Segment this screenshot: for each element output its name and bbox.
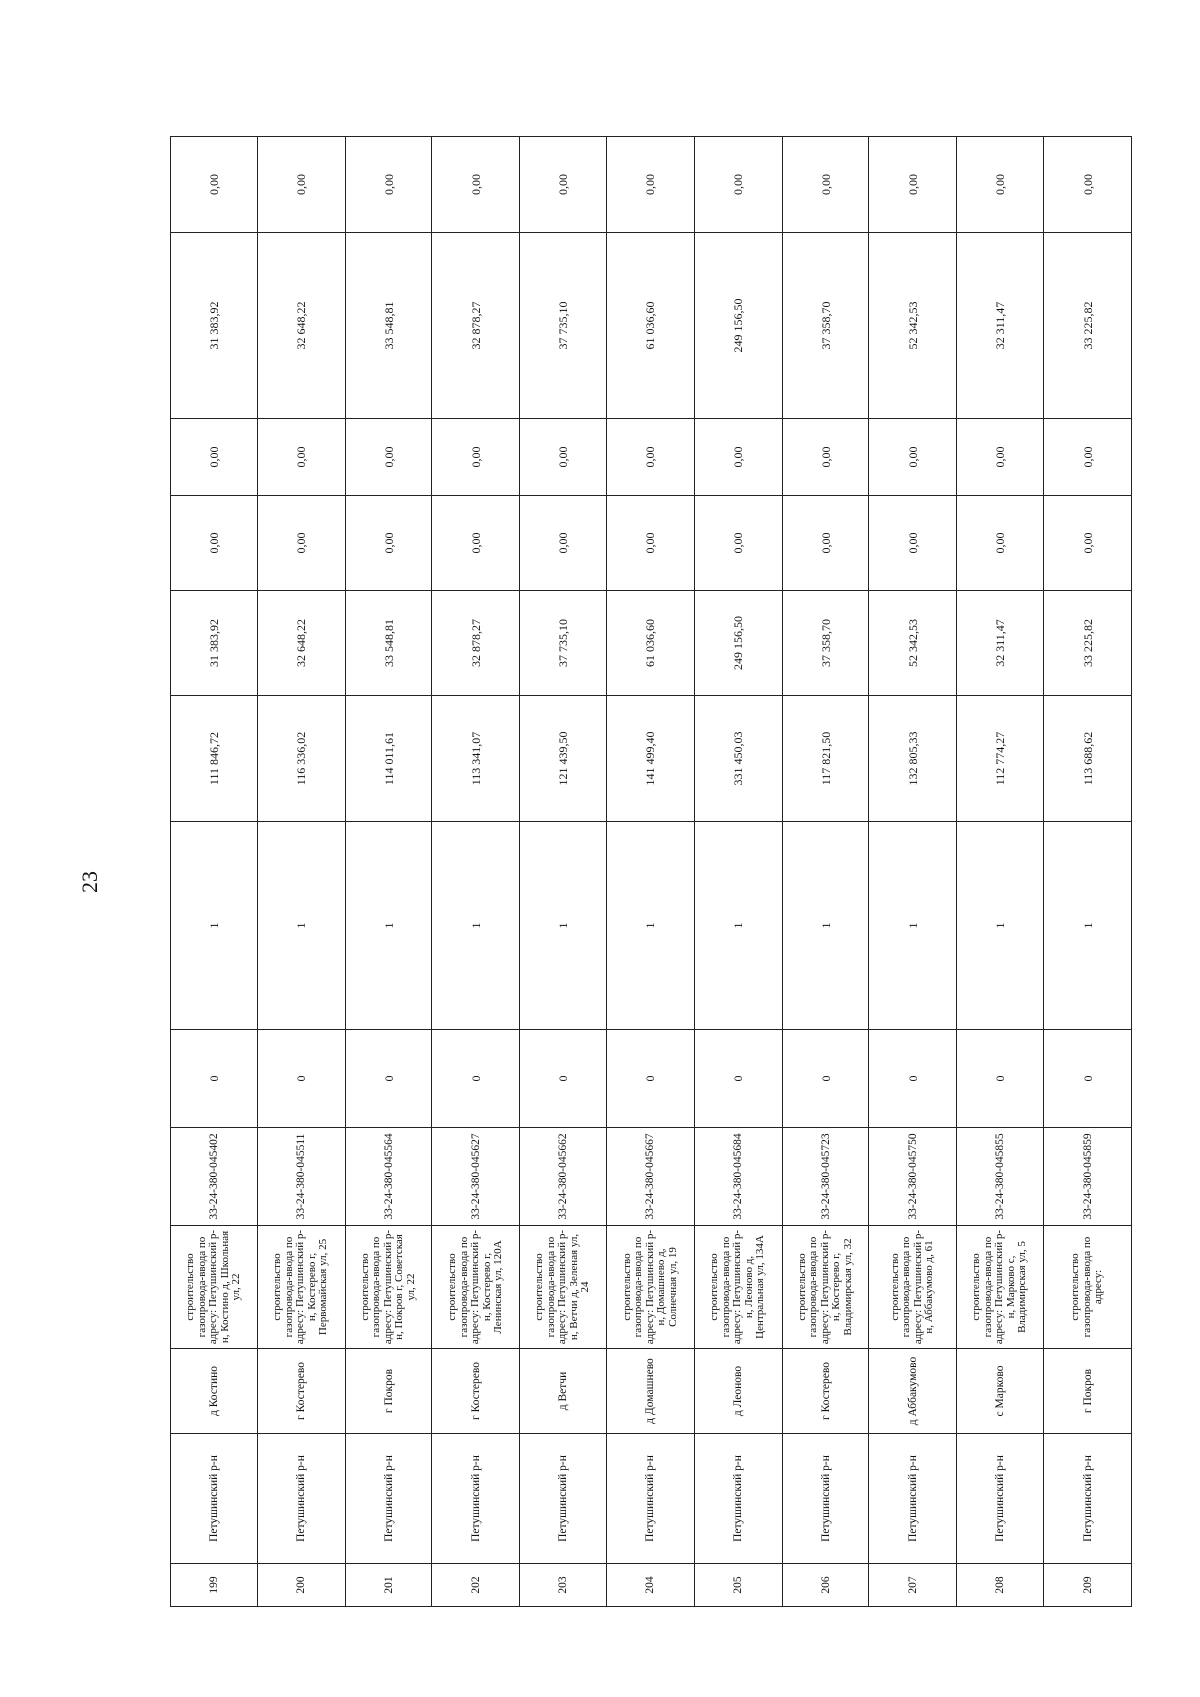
cadastral-code-cell: 33-24-380-045723 bbox=[782, 1128, 869, 1226]
row-number: 205 bbox=[694, 1564, 782, 1607]
description-cell: строительство газопровода-ввода по адресу: bbox=[1044, 1226, 1132, 1349]
table-row bbox=[694, 137, 782, 1607]
row-number: 201 bbox=[345, 1564, 432, 1607]
row-number: 207 bbox=[869, 1564, 957, 1607]
col7-count-cell: 1 bbox=[957, 822, 1044, 1030]
col6-value-cell: 0 bbox=[345, 1030, 432, 1128]
row-number: 203 bbox=[520, 1564, 607, 1607]
col13-amount-cell: 0,00 bbox=[171, 137, 258, 233]
col9-amount-cell: 31 383,92 bbox=[171, 591, 258, 696]
col6-value-cell: 0 bbox=[432, 1030, 520, 1128]
col9-amount-cell: 32 648,22 bbox=[257, 591, 345, 696]
cadastral-code-cell: 33-24-380-045750 bbox=[869, 1128, 957, 1226]
col9-amount-cell: 32 878,27 bbox=[432, 591, 520, 696]
col7-count-cell: 1 bbox=[782, 822, 869, 1030]
row-number: 200 bbox=[257, 1564, 345, 1607]
col12-amount-cell: 31 383,92 bbox=[171, 233, 258, 419]
col12-amount-cell: 37 735,10 bbox=[520, 233, 607, 419]
col7-count-cell: 1 bbox=[520, 822, 607, 1030]
col10-amount-cell: 0,00 bbox=[607, 496, 695, 591]
district-cell: Петушинский р-н bbox=[520, 1434, 607, 1564]
locality-cell: с Марково bbox=[957, 1349, 1044, 1434]
col11-amount-cell: 0,00 bbox=[520, 419, 607, 496]
locality-cell: д Леоново bbox=[694, 1349, 782, 1434]
table-body bbox=[171, 137, 1132, 1607]
col6-value-cell: 0 bbox=[607, 1030, 695, 1128]
district-cell: Петушинский р-н bbox=[257, 1434, 345, 1564]
description-cell: строительство газопровода-ввода по адресу: Петушинский р-н, Марково с, Владимирская ул, 5 bbox=[957, 1226, 1044, 1349]
row-number: 208 bbox=[957, 1564, 1044, 1607]
col11-amount-cell: 0,00 bbox=[432, 419, 520, 496]
col12-amount-cell: 37 358,70 bbox=[782, 233, 869, 419]
col12-amount-cell: 33 548,81 bbox=[345, 233, 432, 419]
col8-amount-cell: 111 846,72 bbox=[171, 696, 258, 822]
row-number: 206 bbox=[782, 1564, 869, 1607]
col8-amount-cell: 141 499,40 bbox=[607, 696, 695, 822]
district-cell: Петушинский р-н bbox=[171, 1434, 258, 1564]
table-row bbox=[957, 137, 1044, 1607]
col6-value-cell: 0 bbox=[171, 1030, 258, 1128]
col13-amount-cell: 0,00 bbox=[869, 137, 957, 233]
table-row bbox=[345, 137, 432, 1607]
col7-count-cell: 1 bbox=[869, 822, 957, 1030]
locality-cell: д Костино bbox=[171, 1349, 258, 1434]
col10-amount-cell: 0,00 bbox=[782, 496, 869, 591]
col8-amount-cell: 113 341,07 bbox=[432, 696, 520, 822]
col11-amount-cell: 0,00 bbox=[869, 419, 957, 496]
col7-count-cell: 1 bbox=[1044, 822, 1132, 1030]
cadastral-code-cell: 33-24-380-045564 bbox=[345, 1128, 432, 1226]
description-cell: строительство газопровода-ввода по адресу: Петушинский р-н, Покров г, Советская ул, 22 bbox=[345, 1226, 432, 1349]
col12-amount-cell: 61 036,60 bbox=[607, 233, 695, 419]
col6-value-cell: 0 bbox=[1044, 1030, 1132, 1128]
col6-value-cell: 0 bbox=[957, 1030, 1044, 1128]
district-cell: Петушинский р-н bbox=[345, 1434, 432, 1564]
col9-amount-cell: 37 735,10 bbox=[520, 591, 607, 696]
col8-amount-cell: 114 011,61 bbox=[345, 696, 432, 822]
table-row bbox=[782, 137, 869, 1607]
locality-cell: г Костерево bbox=[257, 1349, 345, 1434]
col11-amount-cell: 0,00 bbox=[957, 419, 1044, 496]
col6-value-cell: 0 bbox=[257, 1030, 345, 1128]
table-row bbox=[869, 137, 957, 1607]
description-cell: строительство газопровода-ввода по адресу: Петушинский р-н, Леоново д, Центральная ул, 134А bbox=[694, 1226, 782, 1349]
table-row bbox=[257, 137, 345, 1607]
col10-amount-cell: 0,00 bbox=[957, 496, 1044, 591]
table-container bbox=[170, 137, 1132, 1607]
district-cell: Петушинский р-н bbox=[1044, 1434, 1132, 1564]
table-row bbox=[1044, 137, 1132, 1607]
district-cell: Петушинский р-н bbox=[694, 1434, 782, 1564]
locality-cell: д Домашнево bbox=[607, 1349, 695, 1434]
locality-cell: г Покров bbox=[345, 1349, 432, 1434]
col9-amount-cell: 32 311,47 bbox=[957, 591, 1044, 696]
cadastral-code-cell: 33-24-380-045627 bbox=[432, 1128, 520, 1226]
district-cell: Петушинский р-н bbox=[782, 1434, 869, 1564]
col8-amount-cell: 132 805,33 bbox=[869, 696, 957, 822]
col10-amount-cell: 0,00 bbox=[257, 496, 345, 591]
col7-count-cell: 1 bbox=[257, 822, 345, 1030]
cadastral-code-cell: 33-24-380-045667 bbox=[607, 1128, 695, 1226]
col13-amount-cell: 0,00 bbox=[1044, 137, 1132, 233]
col12-amount-cell: 52 342,53 bbox=[869, 233, 957, 419]
cadastral-code-cell: 33-24-380-045859 bbox=[1044, 1128, 1132, 1226]
district-cell: Петушинский р-н bbox=[957, 1434, 1044, 1564]
col11-amount-cell: 0,00 bbox=[607, 419, 695, 496]
col6-value-cell: 0 bbox=[782, 1030, 869, 1128]
description-cell: строительство газопровода-ввода по адресу: Петушинский р-н, Домашнево д, Солнечная ул, 19 bbox=[607, 1226, 695, 1349]
col9-amount-cell: 37 358,70 bbox=[782, 591, 869, 696]
col11-amount-cell: 0,00 bbox=[345, 419, 432, 496]
col6-value-cell: 0 bbox=[694, 1030, 782, 1128]
locality-cell: г Костерево bbox=[782, 1349, 869, 1434]
col8-amount-cell: 121 439,50 bbox=[520, 696, 607, 822]
col6-value-cell: 0 bbox=[520, 1030, 607, 1128]
locality-cell: д Ветчи bbox=[520, 1349, 607, 1434]
col13-amount-cell: 0,00 bbox=[957, 137, 1044, 233]
col8-amount-cell: 117 821,50 bbox=[782, 696, 869, 822]
col10-amount-cell: 0,00 bbox=[694, 496, 782, 591]
page-number: 23 bbox=[77, 871, 102, 893]
locality-cell: г Костерево bbox=[432, 1349, 520, 1434]
cadastral-code-cell: 33-24-380-045402 bbox=[171, 1128, 258, 1226]
cadastral-code-cell: 33-24-380-045662 bbox=[520, 1128, 607, 1226]
col9-amount-cell: 33 225,82 bbox=[1044, 591, 1132, 696]
row-number: 199 bbox=[171, 1564, 258, 1607]
locality-cell: д Аббакумово bbox=[869, 1349, 957, 1434]
col11-amount-cell: 0,00 bbox=[782, 419, 869, 496]
col9-amount-cell: 52 342,53 bbox=[869, 591, 957, 696]
table-row bbox=[520, 137, 607, 1607]
col13-amount-cell: 0,00 bbox=[782, 137, 869, 233]
col10-amount-cell: 0,00 bbox=[520, 496, 607, 591]
description-cell: строительство газопровода-ввода по адресу: Петушинский р-н, Аббакумово д, 61 bbox=[869, 1226, 957, 1349]
col10-amount-cell: 0,00 bbox=[1044, 496, 1132, 591]
table-row bbox=[171, 137, 258, 1607]
col13-amount-cell: 0,00 bbox=[432, 137, 520, 233]
cadastral-code-cell: 33-24-380-045855 bbox=[957, 1128, 1044, 1226]
col9-amount-cell: 33 548,81 bbox=[345, 591, 432, 696]
row-number: 204 bbox=[607, 1564, 695, 1607]
col7-count-cell: 1 bbox=[171, 822, 258, 1030]
description-cell: строительство газопровода-ввода по адресу: Петушинский р-н, Костерево г, Первомайская ул, 25 bbox=[257, 1226, 345, 1349]
row-number: 209 bbox=[1044, 1564, 1132, 1607]
col13-amount-cell: 0,00 bbox=[607, 137, 695, 233]
row-number: 202 bbox=[432, 1564, 520, 1607]
col8-amount-cell: 116 336,02 bbox=[257, 696, 345, 822]
col7-count-cell: 1 bbox=[432, 822, 520, 1030]
description-cell: строительство газопровода-ввода по адресу: Петушинский р-н, Костерево г, Ленинская ул, 120А bbox=[432, 1226, 520, 1349]
col10-amount-cell: 0,00 bbox=[345, 496, 432, 591]
cadastral-code-cell: 33-24-380-045511 bbox=[257, 1128, 345, 1226]
col13-amount-cell: 0,00 bbox=[520, 137, 607, 233]
district-cell: Петушинский р-н bbox=[607, 1434, 695, 1564]
col6-value-cell: 0 bbox=[869, 1030, 957, 1128]
table-row bbox=[432, 137, 520, 1607]
locality-cell: г Покров bbox=[1044, 1349, 1132, 1434]
col12-amount-cell: 32 311,47 bbox=[957, 233, 1044, 419]
description-cell: строительство газопровода-ввода по адресу: Петушинский р-н, Ветчи д, Зеленая ул, 24 bbox=[520, 1226, 607, 1349]
col7-count-cell: 1 bbox=[694, 822, 782, 1030]
col12-amount-cell: 32 648,22 bbox=[257, 233, 345, 419]
col11-amount-cell: 0,00 bbox=[257, 419, 345, 496]
col12-amount-cell: 32 878,27 bbox=[432, 233, 520, 419]
description-cell: строительство газопровода-ввода по адресу: Петушинский р-н, Костерево г, Владимирская ул, 32 bbox=[782, 1226, 869, 1349]
col9-amount-cell: 249 156,50 bbox=[694, 591, 782, 696]
col8-amount-cell: 113 688,62 bbox=[1044, 696, 1132, 822]
col8-amount-cell: 112 774,27 bbox=[957, 696, 1044, 822]
col9-amount-cell: 61 036,60 bbox=[607, 591, 695, 696]
col10-amount-cell: 0,00 bbox=[869, 496, 957, 591]
cadastral-code-cell: 33-24-380-045684 bbox=[694, 1128, 782, 1226]
col13-amount-cell: 0,00 bbox=[345, 137, 432, 233]
district-cell: Петушинский р-н bbox=[869, 1434, 957, 1564]
col12-amount-cell: 249 156,50 bbox=[694, 233, 782, 419]
col7-count-cell: 1 bbox=[607, 822, 695, 1030]
col12-amount-cell: 33 225,82 bbox=[1044, 233, 1132, 419]
col10-amount-cell: 0,00 bbox=[171, 496, 258, 591]
district-cell: Петушинский р-н bbox=[432, 1434, 520, 1564]
table-row bbox=[607, 137, 695, 1607]
col10-amount-cell: 0,00 bbox=[432, 496, 520, 591]
data-table bbox=[170, 136, 1132, 1607]
col7-count-cell: 1 bbox=[345, 822, 432, 1030]
col11-amount-cell: 0,00 bbox=[171, 419, 258, 496]
col13-amount-cell: 0,00 bbox=[694, 137, 782, 233]
col11-amount-cell: 0,00 bbox=[1044, 419, 1132, 496]
description-cell: строительство газопровода-ввода по адресу: Петушинский р-н, Костино д, Школьная ул, 22 bbox=[171, 1226, 258, 1349]
col13-amount-cell: 0,00 bbox=[257, 137, 345, 233]
col11-amount-cell: 0,00 bbox=[694, 419, 782, 496]
col8-amount-cell: 331 450,03 bbox=[694, 696, 782, 822]
